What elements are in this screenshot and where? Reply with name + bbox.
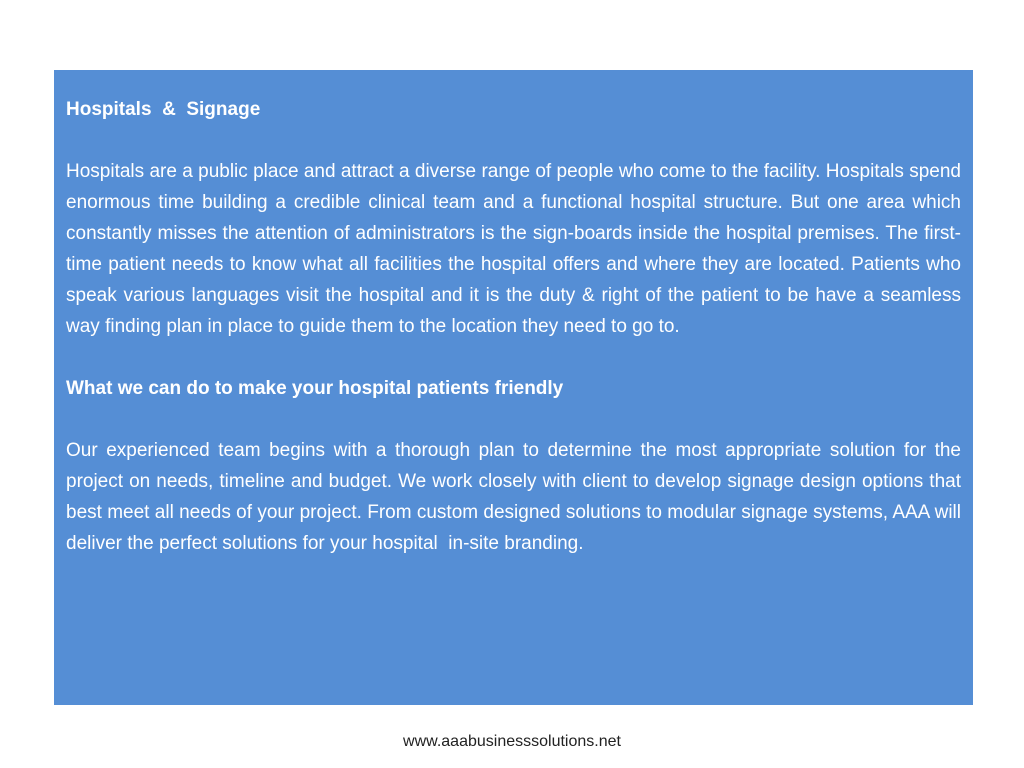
spacer — [66, 404, 961, 435]
section-heading-what-we-can-do: What we can do to make your hospital patients friendly — [66, 378, 564, 399]
paragraph-hospitals-intro: Hospitals are a public place and attract a diverse range of people who come to the facility. Hospitals spend enormous time building a credible clinical team and a functional hospital structure. But one area which constantly misses the attention of administrators is the sign-boards inside the hospital premises. The first- time patient needs to know what all facilities the hospital offers and where they are located. Patients who speak various languages visit the hospital and it is the duty & right of the patient to be have a seamless way finding plan in place to guide them to the location they need to go to. — [66, 161, 961, 337]
section-heading-hospitals-signage: Hospitals & Signage — [66, 99, 261, 120]
footer-url: www.aaabusinesssolutions.net — [403, 733, 621, 750]
spacer — [66, 342, 961, 373]
content-box — [54, 70, 973, 705]
spacer — [66, 125, 961, 156]
paragraph-team-approach: Our experienced team begins with a thorough plan to determine the most appropriate solution for the project on needs, timeline and budget. We work closely with client to develop signage design options that best meet all needs of your project. From custom designed solutions to modular signage systems, AAA will deliver the perfect solutions for your hospital in-site branding. — [66, 440, 967, 554]
